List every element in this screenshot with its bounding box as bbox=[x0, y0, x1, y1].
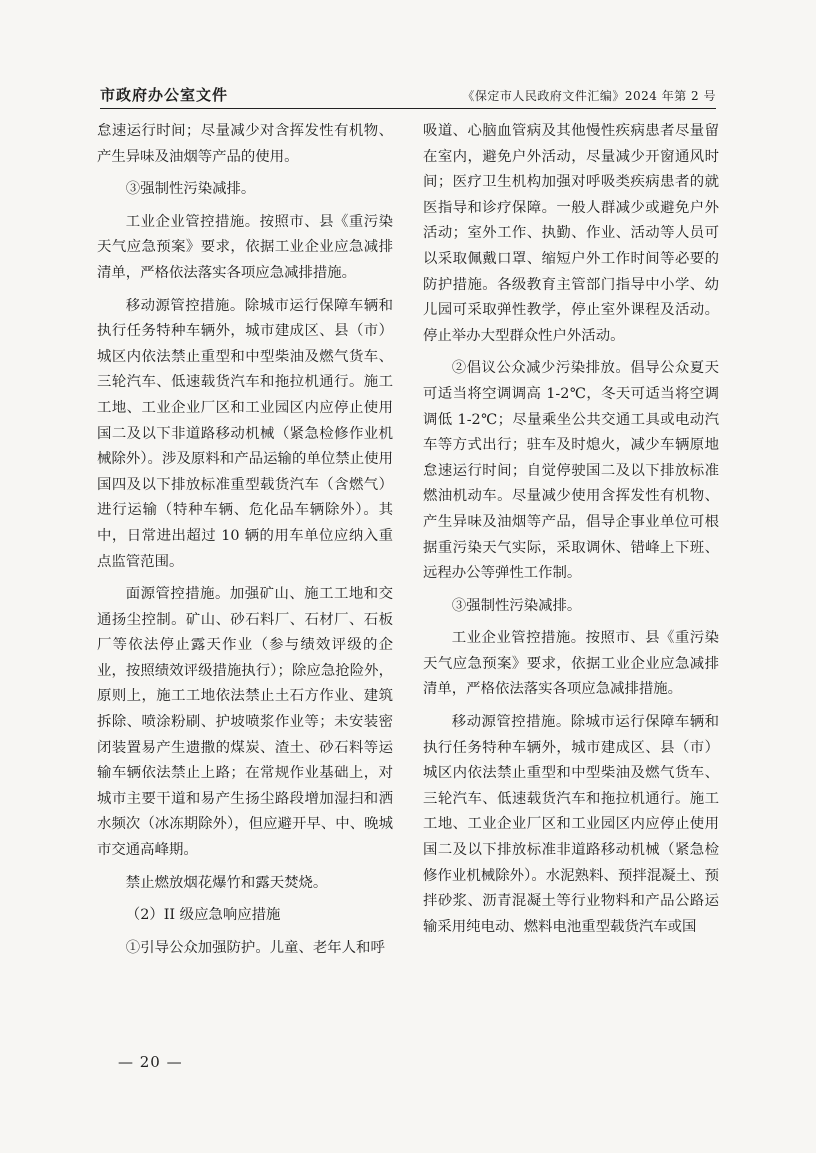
paragraph: ③强制性污染减排。 bbox=[125, 181, 256, 198]
header-section-title: 市政府办公室文件 bbox=[100, 86, 229, 104]
paragraph: ①引导公众加强防护。儿童、老年人和呼 bbox=[125, 939, 385, 956]
paragraph: ②倡议公众减少污染排放。倡导公众夏天可适当将空调调高 1-2℃，冬天可适当将空调调低 1-2℃；尽量乘坐公共交通工具或电动汽车等方式出行；驻车及时熄火，减少车辆原地怠速运行时间；自觉停驶国二及以下排放标准燃油机动车。尽量减少使用含挥发性有机物、产生异味及油烟等产品，倡导企事业单位可根据重污染天气实际，采取调休、错峰上下班、远程办公等弹性工作制。 bbox=[423, 360, 719, 582]
left-text-column bbox=[97, 119, 393, 961]
paragraph: 移动源管控措施。除城市运行保障车辆和执行任务特种车辆外，城市建成区、县（市）城区内依法禁止重型和中型柴油及燃气货车、三轮汽车、低速载货汽车和拖拉机通行。施工工地、工业企业厂区和工业园区内应停止使用国二及以下排放标准非道路移动机械（紧急检修作业机械除外）。水泥熟料、预拌混凝土、预拌砂浆、沥青混凝土等行业物料和产品公路运输采用纯电动、燃料电池重型载货汽车或国 bbox=[423, 714, 719, 935]
paragraph: 移动源管控措施。除城市运行保障车辆和执行任务特种车辆外，城市建成区、县（市）城区内依法禁止重型和中型柴油及燃气货车、三轮汽车、低速载货汽车和拖拉机通行。施工工地、工业企业厂区和工业园区内应停止使用国二及以下非道路移动机械（紧急检修作业机械除外）。涉及原料和产品运输的单位禁止使用国四及以下排放标准重型载货汽车（含燃气）进行运输（特种车辆、危化品车辆除外）。其中，日常进出超过 10 辆的用车单位应纳入重点监管范围。 bbox=[97, 297, 393, 570]
header-issue-title: 《保定市人民政府文件汇编》2024 年第 2 号 bbox=[462, 89, 716, 103]
paragraph: 禁止燃放烟花爆竹和露天焚烧。 bbox=[125, 874, 328, 891]
paragraph: （2）II 级应急响应措施 bbox=[125, 907, 281, 924]
page-header bbox=[100, 84, 716, 109]
right-text-column bbox=[423, 119, 719, 940]
paragraph: 怠速运行时间；尽量减少对含挥发性有机物、产生异味及油烟等产品的使用。 bbox=[97, 123, 393, 165]
page-number: — 20 — bbox=[118, 1053, 183, 1071]
paragraph: 面源管控措施。加强矿山、施工工地和交通扬尘控制。矿山、砂石料厂、石材厂、石板厂等依法停止露天作业（参与绩效评级的企业，按照绩效评级措施执行）；除应急抢险外，原则上，施工工地依法禁止土石方作业、建筑拆除、喷涂粉刷、护坡喷浆作业等；未安装密闭装置易产生遗撒的煤炭、渣土、砂石料等运输车辆依法禁止上路；在常规作业基础上，对城市主要干道和易产生扬尘路段增加湿扫和洒水频次（冰冻期除外），但应避开早、中、晚城市交通高峰期。 bbox=[97, 586, 393, 859]
paragraph: 工业企业管控措施。按照市、县《重污染天气应急预案》要求，依据工业企业应急减排清单，严格依法落实各项应急减排措施。 bbox=[423, 630, 719, 698]
paragraph: ③强制性污染减排。 bbox=[451, 597, 582, 614]
paragraph: 吸道、心脑血管病及其他慢性疾病患者尽量留在室内，避免户外活动，尽量减少开窗通风时间；医疗卫生机构加强对呼吸类疾病患者的就医指导和诊疗保障。一般人群减少或避免户外活动；室外工作、执勤、作业、活动等人员可以采取佩戴口罩、缩短户外工作时间等必要的防护措施。各级教育主管部门指导中小学、幼儿园可采取弹性教学，停止室外课程及活动。停止举办大型群众性户外活动。 bbox=[423, 123, 719, 344]
paragraph: 工业企业管控措施。按照市、县《重污染天气应急预案》要求，依据工业企业应急减排清单，严格依法落实各项应急减排措施。 bbox=[97, 213, 393, 281]
